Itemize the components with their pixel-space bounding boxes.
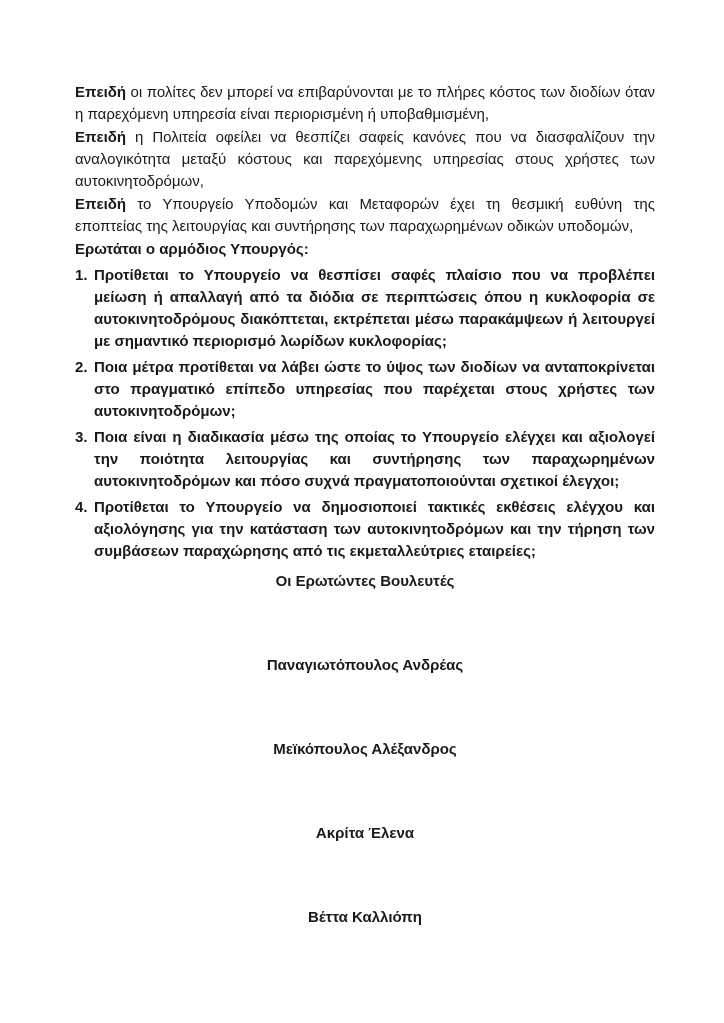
questions-list xyxy=(75,265,655,563)
premise-paragraph-1 xyxy=(75,82,655,126)
question-number: 3. xyxy=(75,429,88,446)
signatory-name-2: Μεϊκόπουλος Αλέξανδρος xyxy=(273,741,457,758)
question-number: 4. xyxy=(75,499,88,516)
question-item-2 xyxy=(75,357,655,423)
premise-lead-word: Επειδή xyxy=(75,84,127,101)
premise-lead-word: Επειδή xyxy=(75,129,127,146)
premise-text: το Υπουργείο Υποδομών και Μεταφορών έχει τη θεσμική ευθύνη της εποπτείας της λειτουργίας και συντήρησης των παραχωρημένων οδικών υποδομών, xyxy=(75,196,655,235)
question-text: Προτίθεται το Υπουργείο να δημοσιοποιεί τακτικές εκθέσεις ελέγχου και αξιολόγησης για την κατάσταση των αυτοκινητοδρόμων και την τήρηση των συμβάσεων παραχώρησης από τις εκμεταλλεύτριες εταιρείες; xyxy=(94,499,655,560)
question-item-4 xyxy=(75,497,655,563)
premise-text: οι πολίτες δεν μπορεί να επιβαρύνονται με το πλήρες κόστος των διοδίων όταν η παρεχόμενη υπηρεσία είναι περιορισμένη ή υποβαθμισμένη, xyxy=(75,84,655,123)
question-item-1 xyxy=(75,265,655,353)
signatory-name-3: Ακρίτα Έλενα xyxy=(315,825,415,842)
premise-paragraph-2 xyxy=(75,127,655,193)
question-text: Ποια μέτρα προτίθεται να λάβει ώστε το ύψος των διοδίων να ανταποκρίνεται στο πραγματικό επίπεδο υπηρεσίας που παρέχεται στους χρήστες των αυτοκινητοδρόμων; xyxy=(94,359,655,420)
premise-text: η Πολιτεία οφείλει να θεσπίζει σαφείς κανόνες που να διασφαλίζουν την αναλογικότητα μεταξύ κόστους και παρεχόμενης υπηρεσίας στους χρήστες των αυτοκινητοδρόμων, xyxy=(75,129,655,190)
question-text: Ποια είναι η διαδικασία μέσω της οποίας το Υπουργείο ελέγχει και αξιολογεί την ποιότητα λειτουργίας και συντήρησης των παραχωρημένων αυτοκινητοδρόμων και πόσο συχνά πραγματοποιούνται σχετικοί έλεγχοι; xyxy=(94,429,655,490)
question-number: 2. xyxy=(75,359,88,376)
premise-lead-word: Επειδή xyxy=(75,196,127,213)
question-number: 1. xyxy=(75,267,88,284)
signatories-heading: Οι Ερωτώντες Βουλευτές xyxy=(275,573,455,590)
question-item-3 xyxy=(75,427,655,493)
question-intro-heading: Ερωτάται ο αρμόδιος Υπουργός: xyxy=(75,241,309,258)
signatory-name-4: Βέττα Καλλιόπη xyxy=(308,909,422,926)
premise-paragraph-3 xyxy=(75,194,655,238)
signatory-name-1: Παναγιωτόπουλος Ανδρέας xyxy=(266,657,464,674)
question-text: Προτίθεται το Υπουργείο να θεσπίσει σαφές πλαίσιο που να προβλέπει μείωση ή απαλλαγή από τα διόδια σε περιπτώσεις όπου η κυκλοφορία σε αυτοκινητοδρόμους διακόπτεται, εκτρέπεται μέσω παρακάμψεων ή λειτουργεί με σημαντικό περιορισμό λωρίδων κυκλοφορίας; xyxy=(94,267,655,350)
